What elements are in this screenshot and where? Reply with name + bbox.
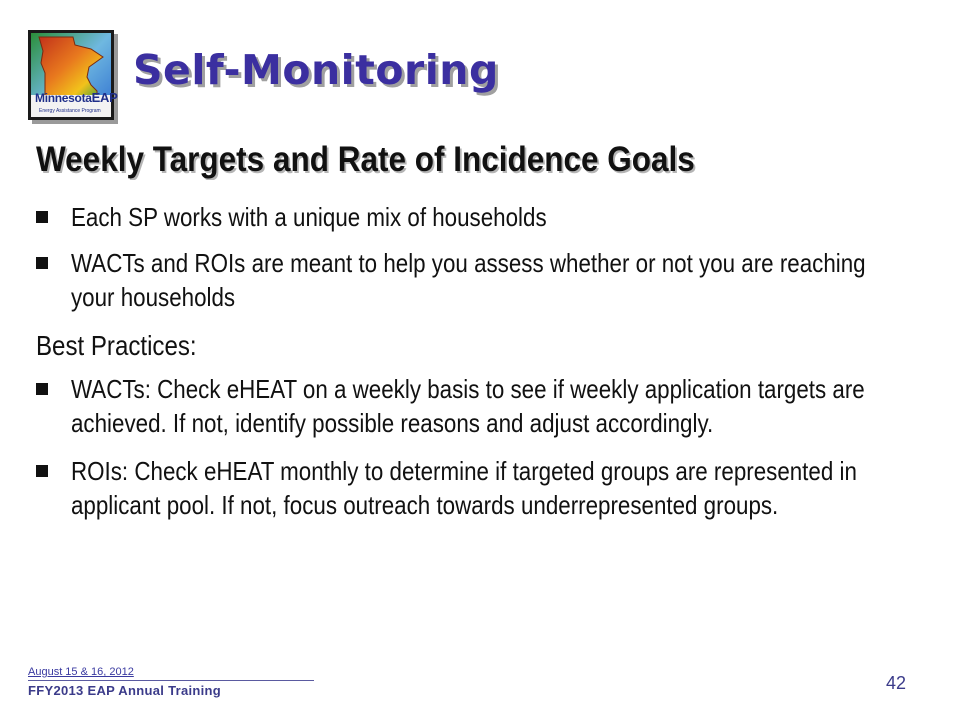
square-bullet-icon [36,257,48,269]
square-bullet-icon [36,383,48,395]
square-bullet-icon [36,465,48,477]
best-practices-heading-text: Best Practices: [36,330,197,361]
footer-title: FFY2013 EAP Annual Training [28,683,222,698]
logo-text-eap: EAP [91,90,118,105]
bullet-item [36,454,916,522]
slide-body [36,200,916,522]
logo-text-main: Minnesota [35,91,92,105]
bullet-text: WACTs and ROIs are meant to help you assess whether or not you are reaching your households [71,248,866,312]
logo-subtext: Energy Assistance Program [39,108,101,114]
slide-title: Self-Monitoring [133,46,499,94]
bullet-item [36,372,916,440]
bullet-item [36,200,916,234]
minnesota-eap-logo [28,30,118,120]
page-number: 42 [886,673,907,693]
slide-subtitle: Weekly Targets and Rate of Incidence Goals [36,140,695,179]
logo-text [35,90,117,105]
footer-date: August 15 & 16, 2012 [28,666,134,678]
bullet-text: Each SP works with a unique mix of households [71,202,547,232]
bullet-text: WACTs: Check eHEAT on a weekly basis to see if weekly application targets are achieved. If not, identify possible reasons and adjust accordingly. [71,374,865,438]
square-bullet-icon [36,211,48,223]
footer-divider [28,680,314,681]
bullet-text: ROIs: Check eHEAT monthly to determine if targeted groups are represented in applicant pool. If not, focus outreach towards underrepresented groups. [71,456,857,520]
bullet-item [36,246,916,314]
best-practices-heading [36,328,916,364]
